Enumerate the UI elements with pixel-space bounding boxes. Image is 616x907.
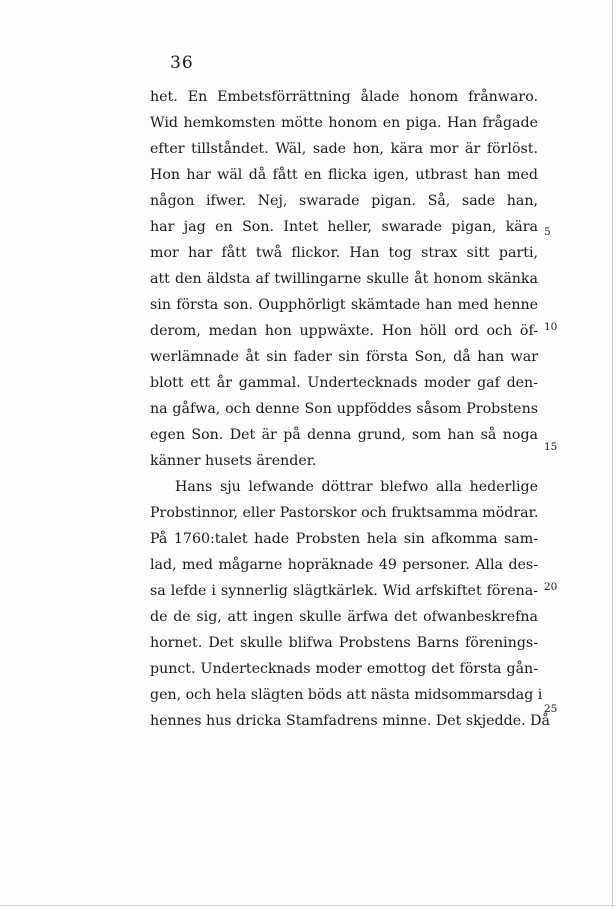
text-line: mor har fått twå flickor. Han tog strax sitt parti, <box>150 245 538 261</box>
text-line: har jag en Son. Intet heller, swarade pigan, kära <box>150 219 538 235</box>
text-line: de de sig, att ingen skulle ärfwa det ofwanbeskrefna <box>150 609 538 625</box>
text-line: het. En Embetsförrättning ålade honom frånwaro. <box>150 89 538 105</box>
line-number: 25 <box>544 703 558 715</box>
text-line: På 1760:talet hade Probsten hela sin afkomma sam- <box>150 531 538 547</box>
paragraph-1 <box>150 84 538 474</box>
line-number: 5 <box>544 226 551 238</box>
line-number: 10 <box>544 321 558 333</box>
page-edge-bottom <box>0 905 616 906</box>
text-line: werlämnade åt sin fader sin första Son, då han war <box>150 349 538 365</box>
text-line: sin första son. Oupphörligt skämtade han med henne <box>150 297 538 313</box>
text-line: någon ifwer. Nej, swarade pigan. Så, sade han, <box>150 193 538 209</box>
text-line: na gåfwa, och denne Son uppföddes såsom Probstens <box>150 401 538 417</box>
text-line: hennes hus dricka Stamfadrens minne. Det skjedde. Då <box>150 713 550 729</box>
text-line: att den äldsta af twillingarne skulle åt honom skänka <box>150 271 538 287</box>
text-line: punct. Undertecknads moder emottog det första gån- <box>150 661 538 677</box>
text-line: gen, och hela slägten böds att nästa midsommarsdag i <box>150 687 543 703</box>
text-line: derom, medan hon uppwäxte. Hon höll ord och öf- <box>150 323 538 339</box>
text-line: känner husets ärender. <box>150 453 317 469</box>
paragraph-2 <box>150 474 550 734</box>
text-line: Hon har wäl då fått en flicka igen, utbrast han med <box>150 167 538 183</box>
line-number: 15 <box>544 441 558 453</box>
text-line: Hans sju lefwande döttrar blefwo alla hederlige <box>175 479 538 495</box>
text-line: efter tillståndet. Wäl, sade hon, kära mor är förlöst. <box>150 141 538 157</box>
text-line: lad, med mågarne hopräknade 49 personer. Alla des- <box>150 557 538 573</box>
text-line: hornet. Det skulle blifwa Probstens Barns förenings- <box>150 635 538 651</box>
page-edge-right <box>612 0 613 907</box>
page-number: 36 <box>170 53 194 73</box>
text-line: blott ett år gammal. Undertecknads moder gaf den- <box>150 375 538 391</box>
text-line: sa lefde i synnerlig slägtkärlek. Wid arfskiftet förena- <box>150 583 538 599</box>
text-line: Probstinnor, eller Pastorskor och fruktsamma mödrar. <box>150 505 539 521</box>
text-line: egen Son. Det är på denna grund, som han så noga <box>150 427 538 443</box>
text-line: Wid hemkomsten mötte honom en piga. Han frågade <box>150 115 538 131</box>
line-number: 20 <box>544 581 558 593</box>
